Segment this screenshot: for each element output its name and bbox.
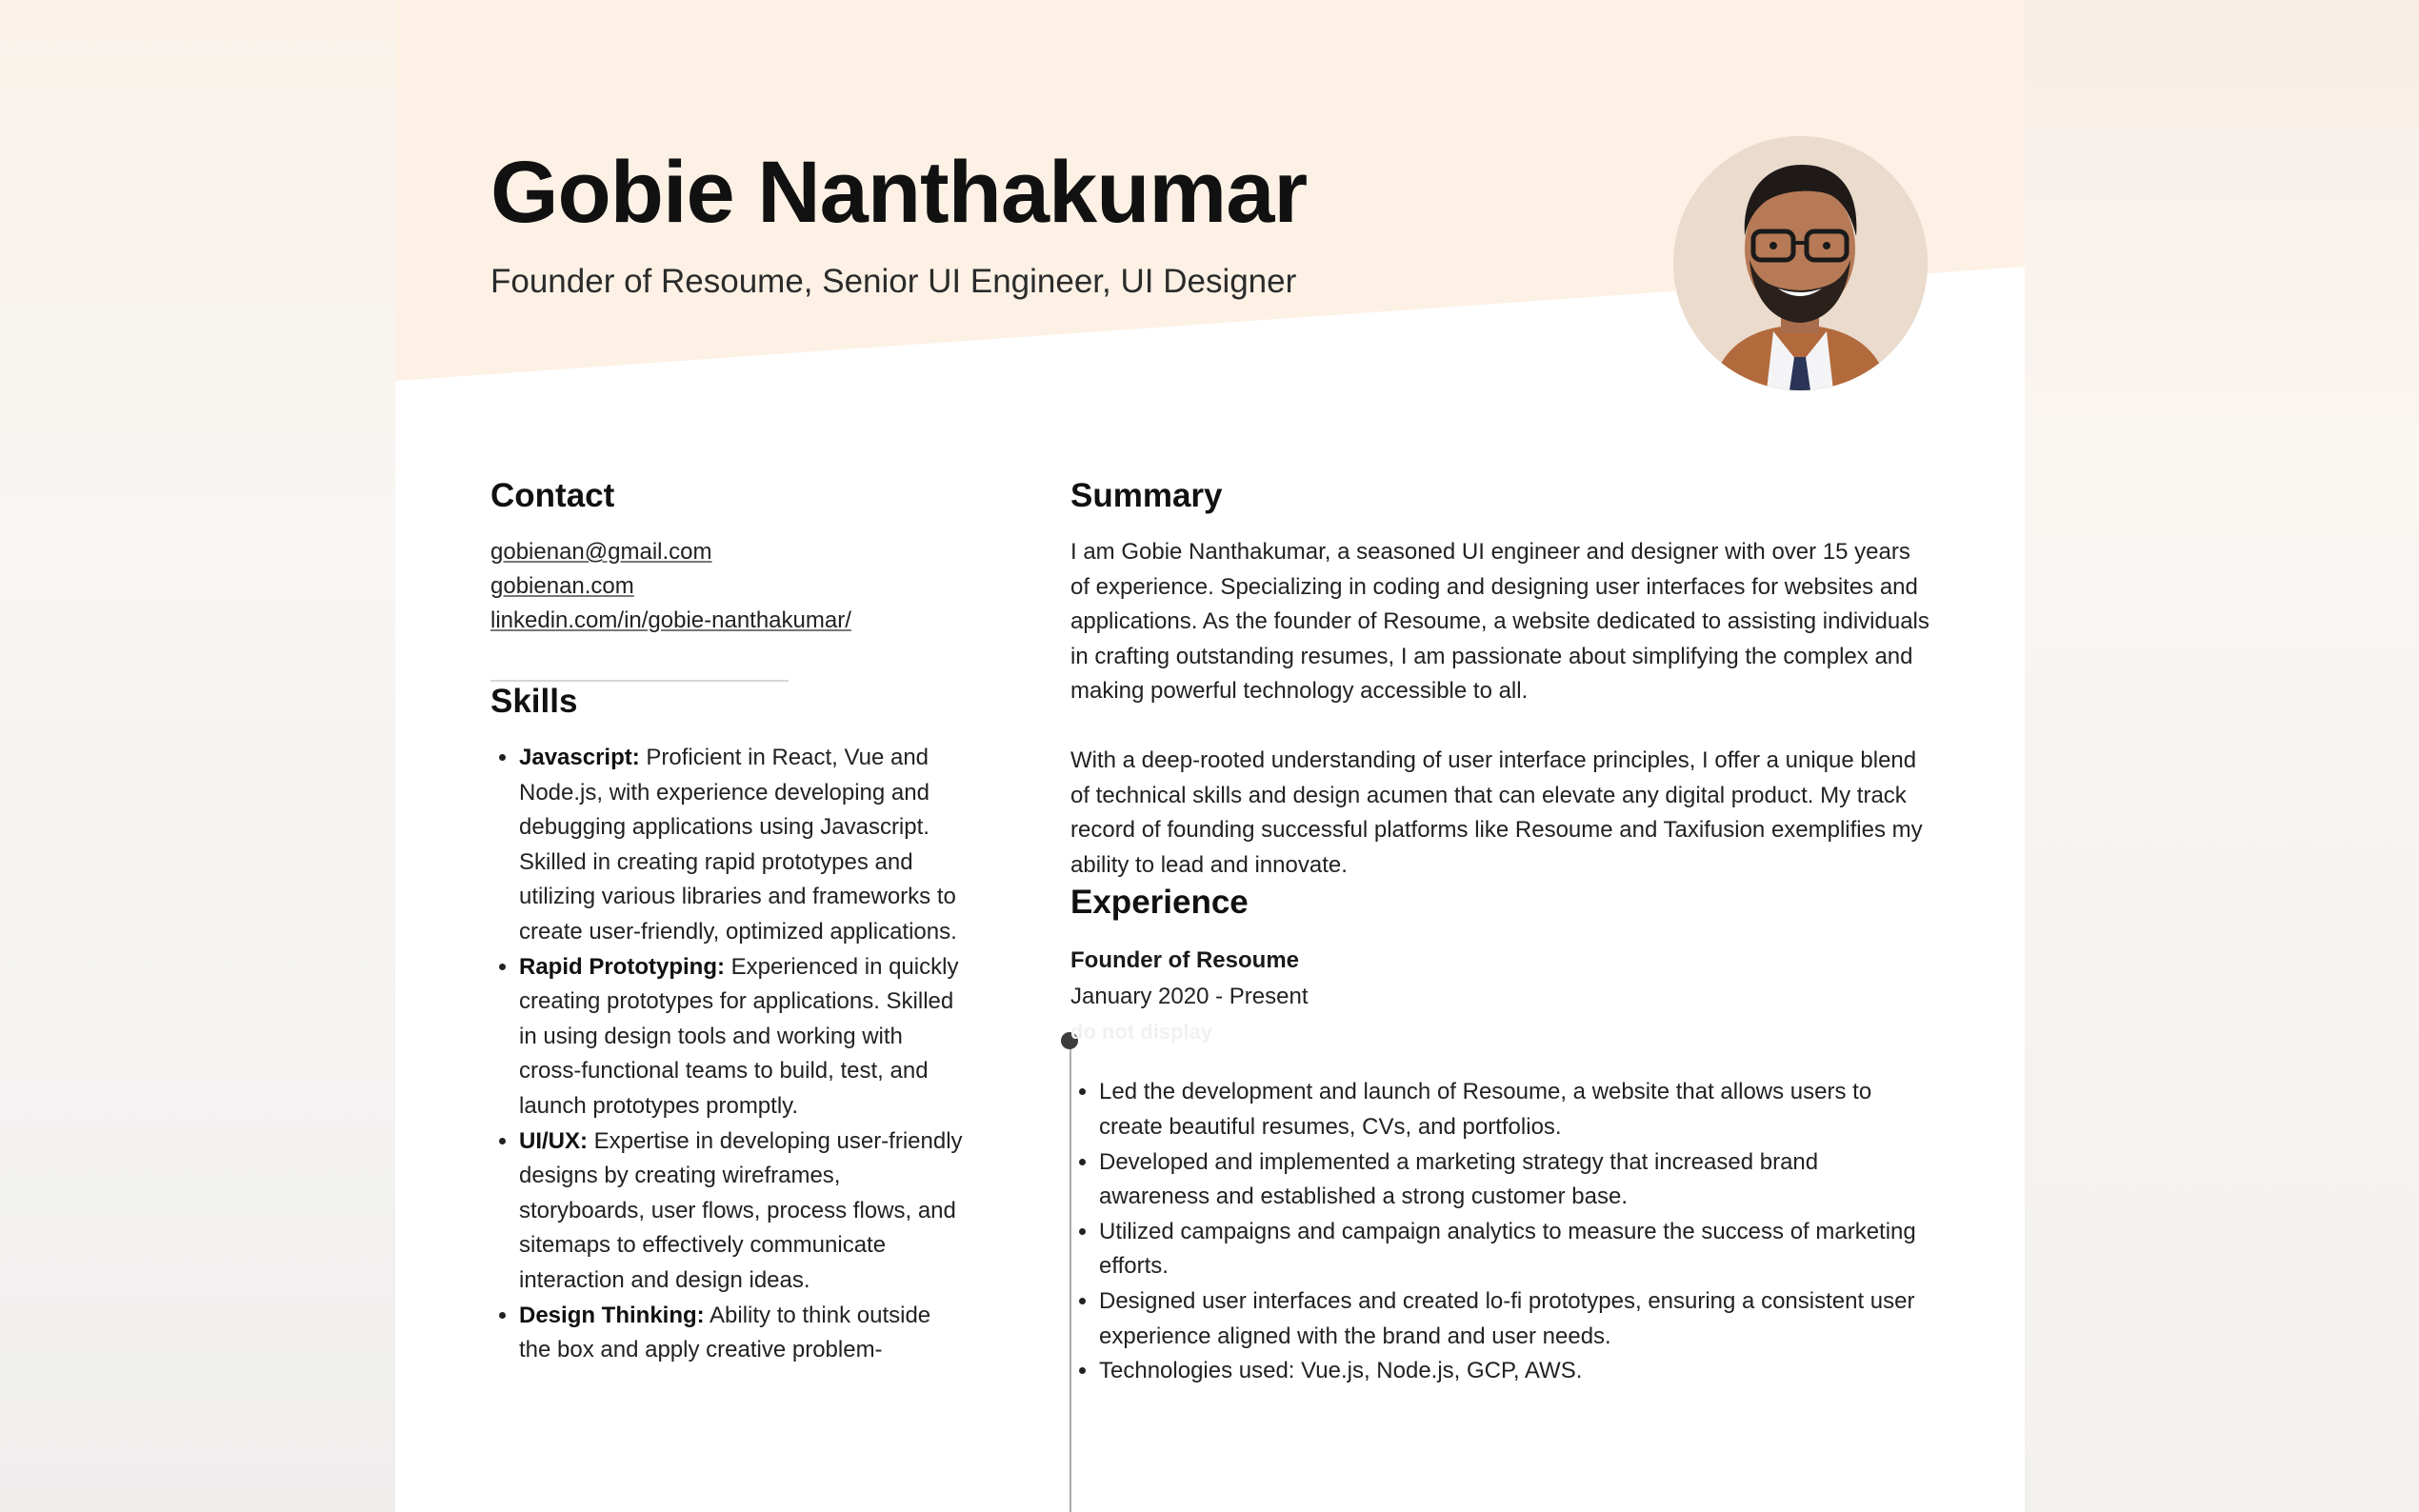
email-link[interactable]: gobienan@gmail.com [490, 539, 712, 565]
summary-paragraph: With a deep-rooted understanding of user interface principles, I offer a unique blend of technical skills and design acumen that can elevate any digital product. My track record of founding successful platforms like Resoume and Taxifusion exemplifies my ability to lead and innovate. [1070, 746, 1923, 878]
linkedin-link[interactable]: linkedin.com/in/gobie-nanthakumar/ [490, 607, 851, 633]
job-hidden-note: do not display [1070, 1020, 1213, 1044]
job-bullet: • Led the development and launch of Resoume, a website that allows users to create beautiful resumes, CVs, and portfolios. [1099, 1075, 1918, 1144]
background-left-blur [0, 0, 395, 1512]
skill-description: Proficient in React, Vue and Node.js, with experience developing and debugging applications using Javascript. Skilled in creating rapid prototypes and utilizing various libraries and frameworks to create user-friendly, optimized applications. [519, 745, 957, 945]
candidate-tagline: Founder of Resoume, Senior UI Engineer, UI Designer [490, 263, 1297, 300]
summary-paragraph: I am Gobie Nanthakumar, a seasoned UI engineer and designer with over 15 years of experience. Specializing in coding and designing user interfaces for websites and applications. As the founder of Resoume, a website dedicated to assisting individuals in crafting outstanding resumes, I am passionate about simplifying the complex and making powerful technology accessible to all. [1070, 539, 1929, 705]
skill-name: Design Thinking: [519, 1302, 705, 1328]
job-bullets [1070, 1075, 1918, 1388]
job-bullet: • Designed user interfaces and created lo-fi prototypes, ensuring a consistent user experience aligned with the brand and user needs. [1099, 1284, 1918, 1354]
job-bullet: • Developed and implemented a marketing strategy that increased brand awareness and established a strong customer base. [1099, 1145, 1918, 1215]
job-dates: January 2020 - Present [1070, 984, 1309, 1010]
skill-description: Ability to think outside the box and apply creative problem- [519, 1302, 931, 1363]
experience-entry [1070, 944, 1937, 1388]
website-link[interactable]: gobienan.com [490, 573, 634, 599]
skill-name: Rapid Prototyping: [519, 953, 725, 980]
skill-item [519, 950, 967, 1124]
resume-page [395, 0, 2025, 1512]
skill-item [519, 1124, 967, 1299]
contact-heading: Contact [490, 477, 615, 514]
job-bullet: • Technologies used: Vue.js, Node.js, GCP, AWS. [1099, 1354, 1918, 1389]
skill-description: Expertise in developing user-friendly designs by creating wireframes, storyboards, user flows, process flows, and sitemaps to effectively communicate interaction and design ideas. [519, 1127, 963, 1293]
skill-description: Experienced in quickly creating prototypes for applications. Skilled in using design tools and working with cross-functional teams to build, test, and launch prototypes promptly. [519, 953, 959, 1119]
contact-links [490, 535, 967, 638]
skill-name: Javascript: [519, 745, 640, 770]
summary-heading: Summary [1070, 477, 1223, 514]
job-bullet: • Utilized campaigns and campaign analytics to measure the success of marketing efforts. [1099, 1215, 1918, 1284]
candidate-name: Gobie Nanthakumar [490, 144, 1308, 241]
skill-item [519, 1299, 967, 1368]
skills-list [490, 741, 967, 1368]
background-right-blur [2025, 0, 2419, 1512]
right-column [1070, 476, 1937, 1389]
skill-name: UI/UX: [519, 1127, 588, 1154]
skill-item [519, 741, 967, 950]
skills-heading: Skills [490, 683, 578, 720]
job-title: Founder of Resoume [1070, 947, 1300, 974]
experience-heading: Experience [1070, 884, 1249, 922]
profile-photo [1673, 136, 1928, 390]
left-column [490, 476, 967, 1368]
